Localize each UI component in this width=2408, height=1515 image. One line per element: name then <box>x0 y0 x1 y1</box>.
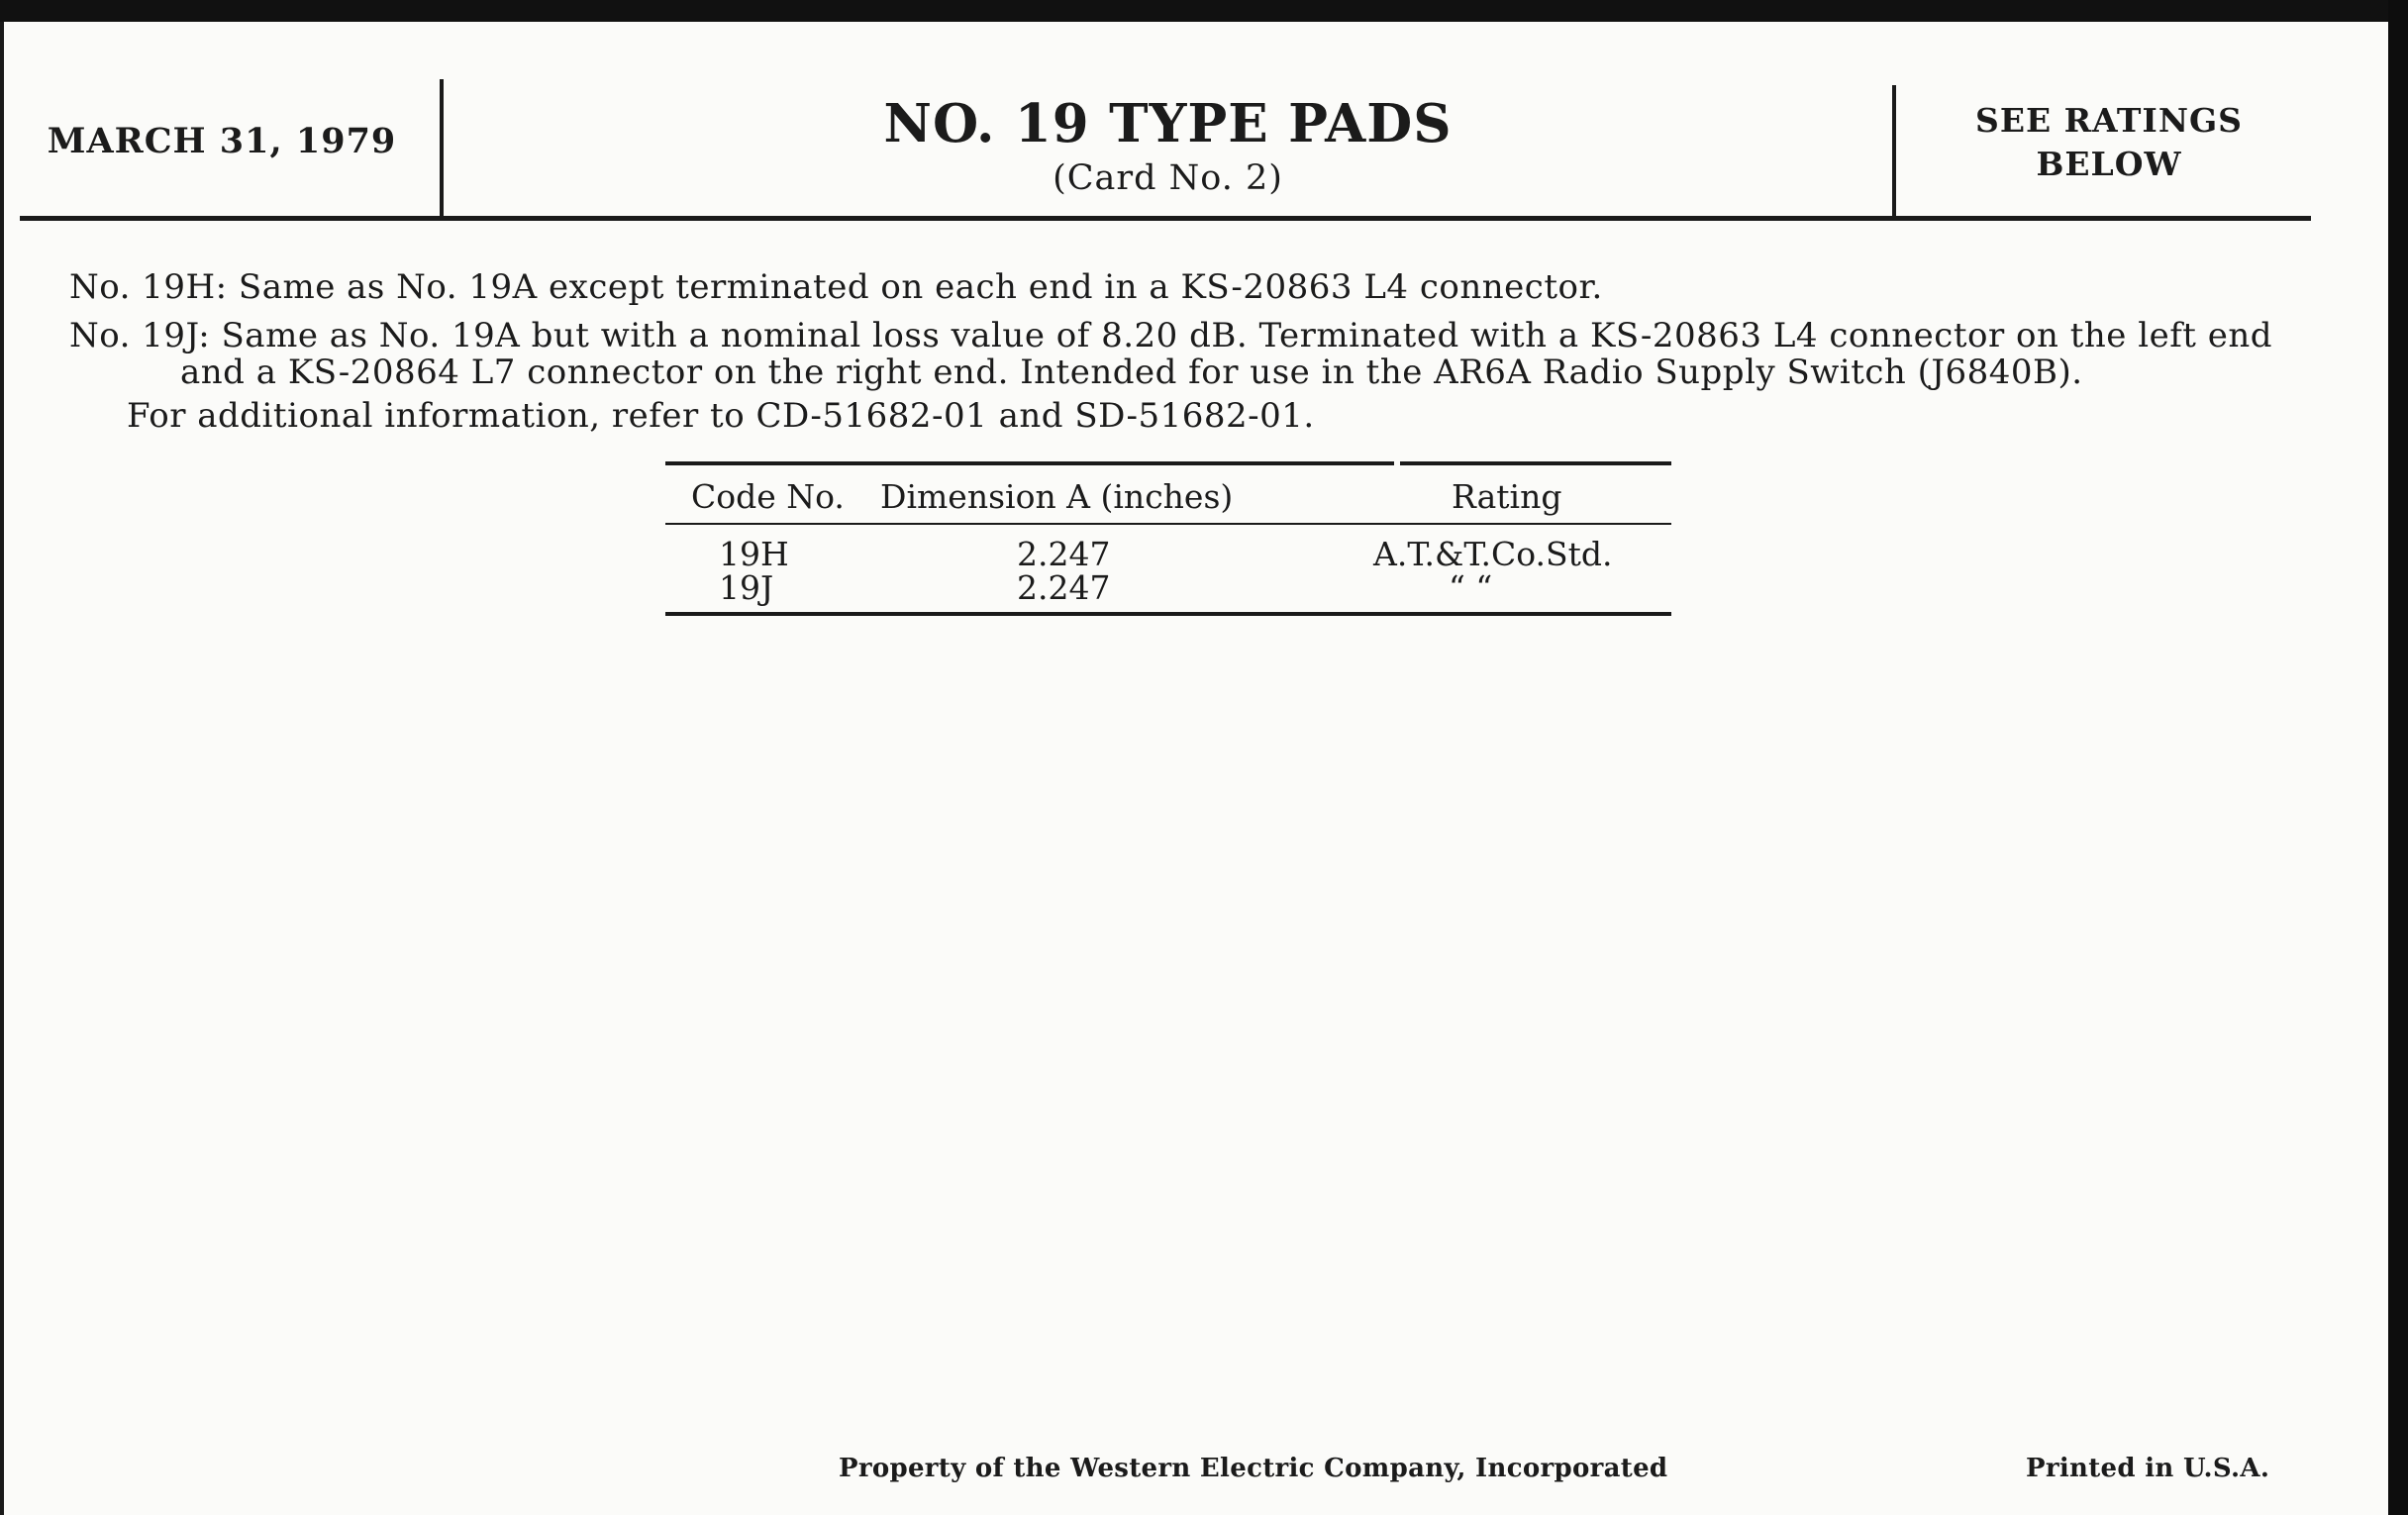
table-header-rule <box>665 523 1671 525</box>
table-cell-rating-2: “ “ <box>1449 568 1493 607</box>
document-card <box>0 22 2392 1515</box>
card-number: (Card No. 2) <box>1053 158 1283 198</box>
table-header-rating: Rating <box>1452 477 1562 516</box>
table-cell-code-2: 19J <box>719 568 774 607</box>
property-notice: Property of the Western Electric Company, Incorporated <box>839 1454 1668 1483</box>
table-header-dimension: Dimension A (inches) <box>880 477 1234 516</box>
table-bottom-rule <box>665 612 1671 616</box>
table-cell-code-1: 19H <box>719 535 789 573</box>
paragraph-19h: No. 19H: Same as No. 19A except terminated on each end in a KS-20863 L4 connector. <box>69 267 1603 307</box>
issue-date: MARCH 31, 1979 <box>47 121 397 161</box>
table-top-rule-left <box>665 461 1394 465</box>
scan-edge <box>2388 0 2408 1515</box>
table-cell-dimension-2: 2.247 <box>1017 568 1111 607</box>
ratings-note-line-1: SEE RATINGS <box>1974 101 2244 140</box>
printed-notice: Printed in U.S.A. <box>2026 1454 2270 1483</box>
table-top-rule-right <box>1400 461 1671 465</box>
paragraph-19j-line-2: and a KS-20864 L7 connector on the right end. Intended for use in the AR6A Radio Supply Switch (J6840B). <box>180 353 2083 392</box>
ratings-note-line-2: BELOW <box>2036 145 2182 183</box>
table-cell-dimension-1: 2.247 <box>1017 535 1111 573</box>
table-header-code: Code No. <box>691 477 845 516</box>
page-title: NO. 19 TYPE PADS <box>883 93 1453 154</box>
paragraph-references: For additional information, refer to CD-51682-01 and SD-51682-01. <box>127 396 1315 436</box>
header-rule <box>20 216 2311 221</box>
ratings-note <box>1896 99 2322 186</box>
table-cell-rating-1: A.T.&T.Co.Std. <box>1373 535 1613 573</box>
paragraph-19j-line-1: No. 19J: Same as No. 19A but with a nominal loss value of 8.20 dB. Terminated with a KS-20863 L4 connector on the left end <box>69 316 2273 355</box>
